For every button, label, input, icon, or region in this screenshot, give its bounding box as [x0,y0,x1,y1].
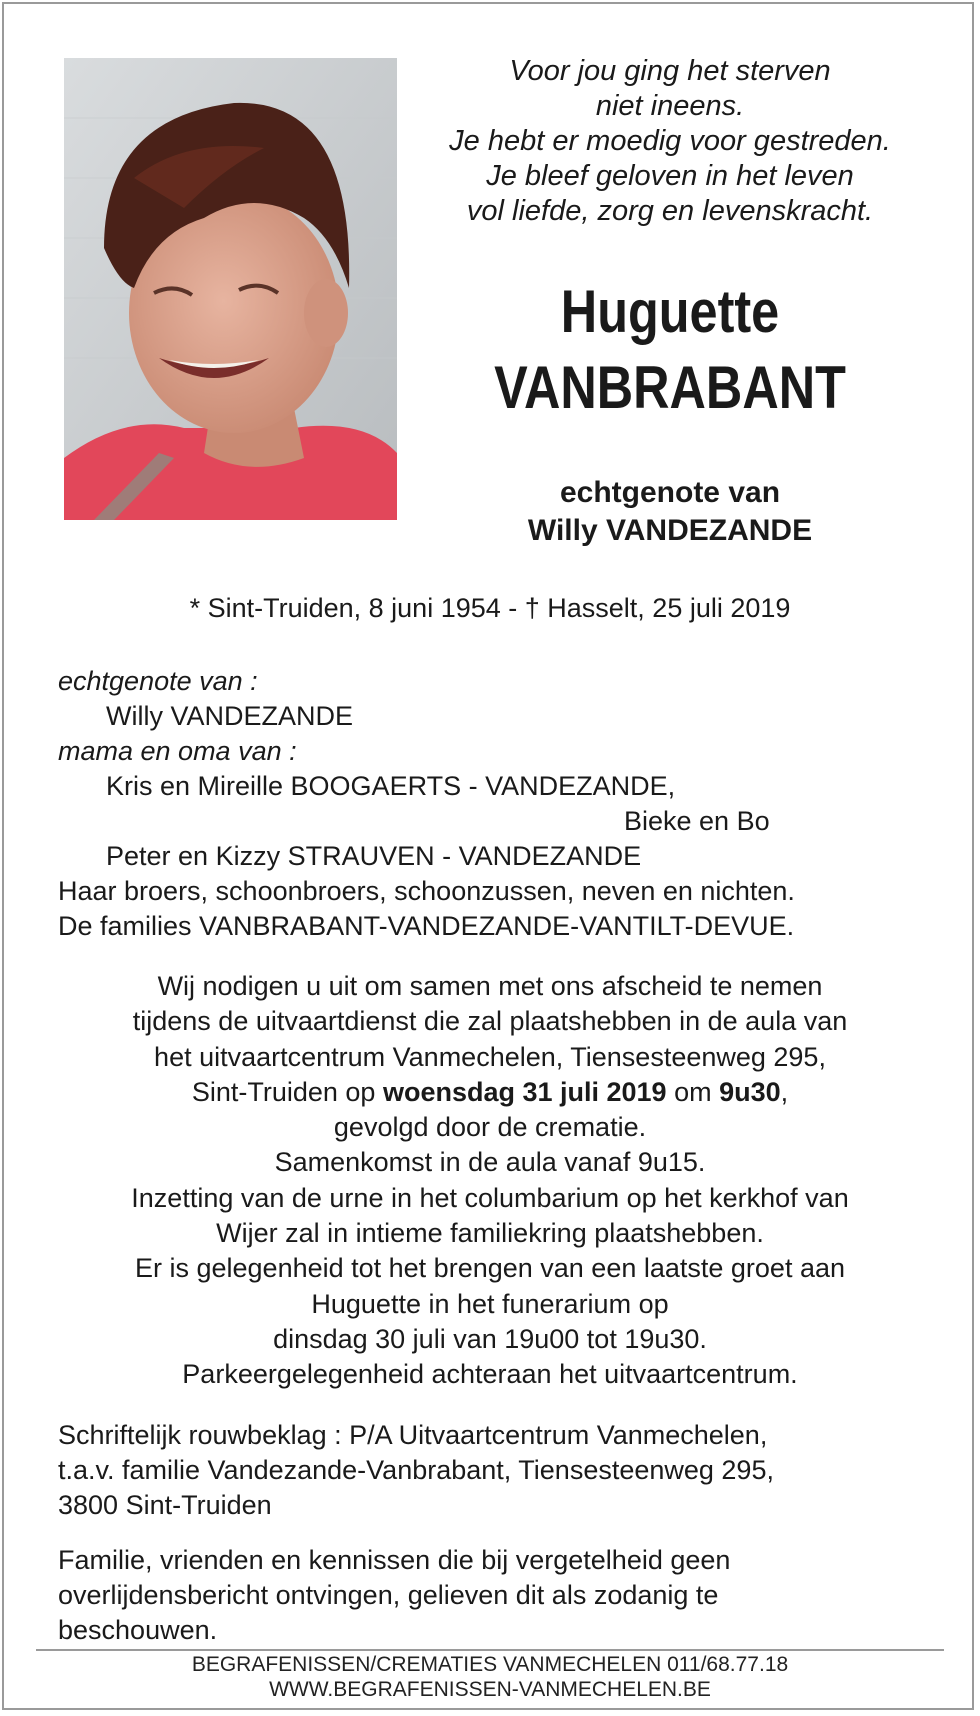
family-list [58,664,938,944]
condolence-line: 3800 Sint-Truiden [58,1490,272,1520]
service-line: Huguette in het funerarium op [311,1288,669,1319]
notice-line: Familie, vrienden en kennissen die bij vergetelheid geen [58,1545,731,1575]
poem-line: niet ineens. [595,90,745,122]
service-line: Wij nodigen u uit om samen met ons afscheid te nemen [157,971,823,1001]
family-siblings: Haar broers, schoonbroers, schoonzussen, neven en nichten. [58,876,795,906]
notice-paragraph [58,1543,938,1648]
birth-death-dates: * Sint-Truiden, 8 juni 1954 - † Hasselt, 25 juli 2019 [189,593,791,623]
service-line: dinsdag 30 juli van 19u00 tot 19u30. [273,1323,707,1354]
spouse-block [415,474,925,550]
service-date: woensdag 31 juli 2019 [382,1076,667,1107]
service-text: om [666,1076,720,1107]
service-text: , [780,1076,789,1107]
condolence-line: t.a.v. familie Vandezande-Vanbrabant, Tiensesteenweg 295, [58,1455,774,1485]
service-line [40,1075,940,1110]
family-label-spouse: echtgenote van : [58,666,258,696]
footer-website: WWW.BEGRAFENISSEN-VANMECHELEN.BE [269,1678,711,1701]
poem-line: vol liefde, zorg en levenskracht. [466,195,874,227]
service-line: Parkeergelegenheid achteraan het uitvaartcentrum. [182,1359,798,1390]
footer [40,1652,940,1702]
poem-line: Je bleef geloven in het leven [486,160,854,192]
family-child: Kris en Mireille BOOGAERTS - VANDEZANDE, [106,771,676,801]
spouse-relation: echtgenote van [559,476,781,509]
family-child: Peter en Kizzy STRAUVEN - VANDEZANDE [106,841,642,871]
service-time: 9u30 [719,1076,781,1107]
spouse-name: Willy VANDEZANDE [527,514,813,547]
deceased-last-name: VANBRABANT [494,354,846,421]
condolence-line: Schriftelijk rouwbeklag : P/A Uitvaartcentrum Vanmechelen, [58,1420,768,1450]
condolence-address [58,1418,938,1523]
service-line: Samenkomst in de aula vanaf 9u15. [274,1147,706,1178]
memorial-poem [415,54,925,229]
notice-line: overlijdensbericht ontvingen, gelieven dit als zodanig te [58,1580,719,1610]
portrait-photo [64,58,397,520]
service-line: tijdens de uitvaartdienst die zal plaatshebben in de aula van [132,1006,848,1037]
deceased-first-name: Huguette [560,278,780,345]
poem-line: Je hebt er moedig voor gestreden. [449,125,891,157]
footer-company: BEGRAFENISSEN/CREMATIES VANMECHELEN 011/68.77.18 [191,1653,789,1676]
service-line: Er is gelegenheid tot het brengen van een laatste groet aan [134,1253,845,1284]
service-line: het uitvaartcentrum Vanmechelen, Tiensesteenweg 295, [154,1041,826,1072]
notice-line: beschouwen. [58,1615,218,1645]
service-text: Sint-Truiden op [191,1076,383,1107]
poem-line: Voor jou ging het sterven [509,55,831,87]
service-line: Wijer zal in intieme familiekring plaatshebben. [216,1218,764,1249]
family-label-children: mama en oma van : [58,736,297,766]
family-families: De families VANBRABANT-VANDEZANDE-VANTILT-DEVUE. [58,911,795,941]
service-line: Inzetting van de urne in het columbarium op het kerkhof van [131,1182,849,1213]
family-spouse: Willy VANDEZANDE [106,701,354,731]
service-announcement [40,969,940,1393]
footer-divider [36,1649,944,1651]
family-grandchildren: Bieke en Bo [624,806,770,836]
service-line: gevolgd door de crematie. [333,1112,647,1143]
